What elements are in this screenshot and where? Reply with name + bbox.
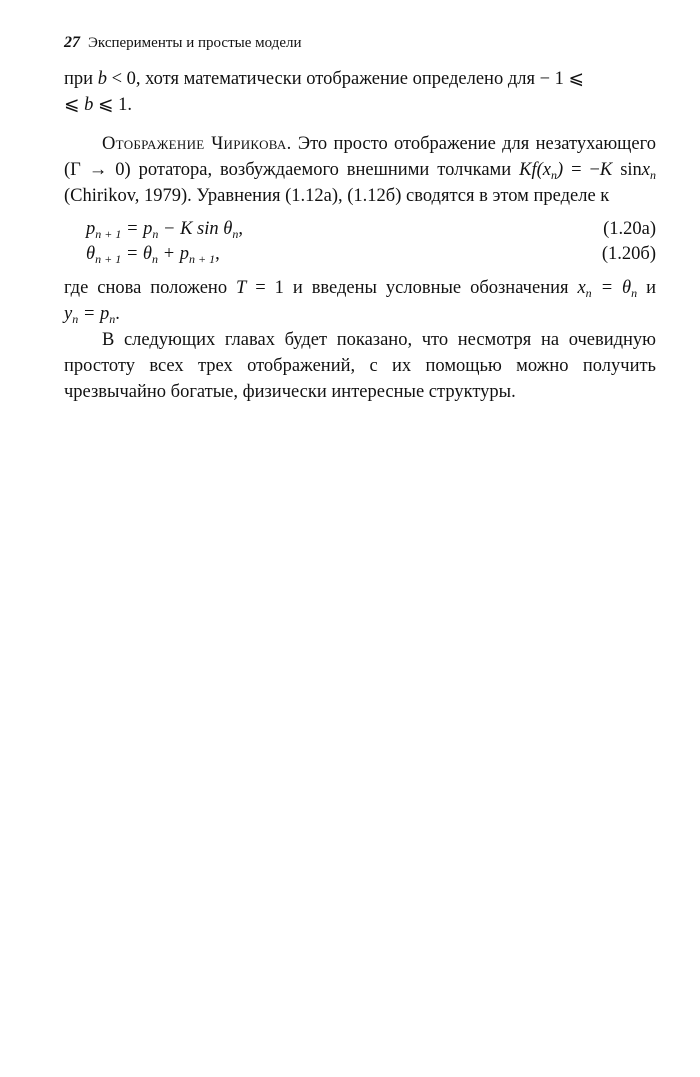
eq2-lhs: θ bbox=[86, 244, 96, 264]
p2-text-a: Это просто отображение для незатухающего (Γ → 0) ротатора, возбуждаемого внешними толчками bbox=[64, 134, 656, 180]
p3-text-b: = 1 и введены условные обозначения bbox=[246, 278, 578, 298]
p2-sub-n1: n bbox=[550, 168, 557, 182]
eq2-rest-sub: n + 1 bbox=[189, 252, 216, 266]
eq2-rhs-sub: n bbox=[152, 252, 159, 266]
p3-sub-theta: n bbox=[631, 286, 638, 300]
page-number: 27 bbox=[64, 34, 80, 51]
p3-sub-x: n bbox=[585, 286, 592, 300]
p2-kf: Kf bbox=[519, 160, 537, 180]
eq1-rest-sub: n bbox=[232, 227, 239, 241]
p3-text-a: где снова положено bbox=[64, 278, 237, 298]
p3-text-c: и bbox=[637, 278, 656, 298]
p2-formula-rhs bbox=[563, 160, 656, 180]
p2-x-close: ) bbox=[556, 160, 564, 180]
p2-sub-n2: n bbox=[650, 168, 657, 182]
equation-number: (1.20б) bbox=[601, 244, 656, 264]
p3-end: . bbox=[115, 304, 120, 324]
p2-x-open: (x bbox=[536, 160, 551, 180]
eq2-rest: + p bbox=[158, 244, 190, 264]
p2-text-b: (Chirikov, 1979). Уравнения (1.12а), (1.12б) сводятся в этом пределе к bbox=[64, 186, 610, 206]
p3-formula-y bbox=[64, 304, 120, 324]
eq1-lhs: p bbox=[86, 219, 96, 239]
equation-number: (1.20а) bbox=[603, 219, 656, 239]
p3-var-x: x bbox=[577, 278, 586, 298]
book-page bbox=[64, 34, 656, 405]
p3-var-t: T bbox=[236, 278, 247, 298]
eq2-lhs-sub: n + 1 bbox=[95, 252, 122, 266]
p3-sub-p: n bbox=[109, 312, 116, 326]
paragraph-1 bbox=[64, 66, 656, 118]
p1-text-c: ⩽ bbox=[64, 95, 85, 115]
p3-eq-p: = p bbox=[78, 304, 110, 324]
equation-1-20b bbox=[64, 242, 656, 267]
eq2-end: , bbox=[215, 244, 220, 264]
paragraph-4: В следующих главах будет показано, что несмотря на очевидную простоту всех трех отображений, с их помощью можно получить чрезвычайно богатые, физически интересные структуры. bbox=[64, 330, 656, 402]
p3-eq-theta: = θ bbox=[591, 278, 632, 298]
paragraph-3 bbox=[64, 275, 656, 327]
p1-var-b: b bbox=[97, 69, 107, 89]
p1-text-d: ⩽ 1. bbox=[93, 95, 133, 115]
eq1-rhs-sub: n bbox=[152, 227, 159, 241]
equation-formula bbox=[86, 242, 220, 267]
eq2-rhs: = θ bbox=[121, 244, 153, 264]
p2-sin: sin bbox=[612, 160, 642, 180]
p3-var-y: y bbox=[64, 304, 73, 324]
eq1-rest: − K sin θ bbox=[158, 219, 233, 239]
equations-block bbox=[64, 217, 656, 267]
eq1-end: , bbox=[238, 219, 243, 239]
section-heading-chirikov-map: Отображение Чирикова. bbox=[102, 134, 292, 154]
equation-formula bbox=[86, 217, 243, 242]
p1-text-b: < 0, хотя математически отображение определено для − 1 ⩽ bbox=[106, 69, 585, 89]
p2-formula-kf bbox=[519, 160, 563, 180]
p1-var-b2: b bbox=[84, 95, 94, 115]
p1-text-a: при bbox=[64, 69, 98, 89]
paragraph-2 bbox=[64, 131, 656, 209]
eq1-lhs-sub: n + 1 bbox=[95, 227, 122, 241]
p2-var-k: K bbox=[599, 160, 613, 180]
eq1-rhs: = p bbox=[121, 219, 153, 239]
p2-var-x: x bbox=[641, 160, 651, 180]
running-title: Эксперименты и простые модели bbox=[88, 35, 302, 51]
p3-sub-y: n bbox=[72, 312, 79, 326]
running-header bbox=[64, 34, 656, 52]
equation-1-20a bbox=[64, 217, 656, 242]
p3-formula-x bbox=[577, 278, 637, 298]
p2-eq-minus: = − bbox=[563, 160, 600, 180]
